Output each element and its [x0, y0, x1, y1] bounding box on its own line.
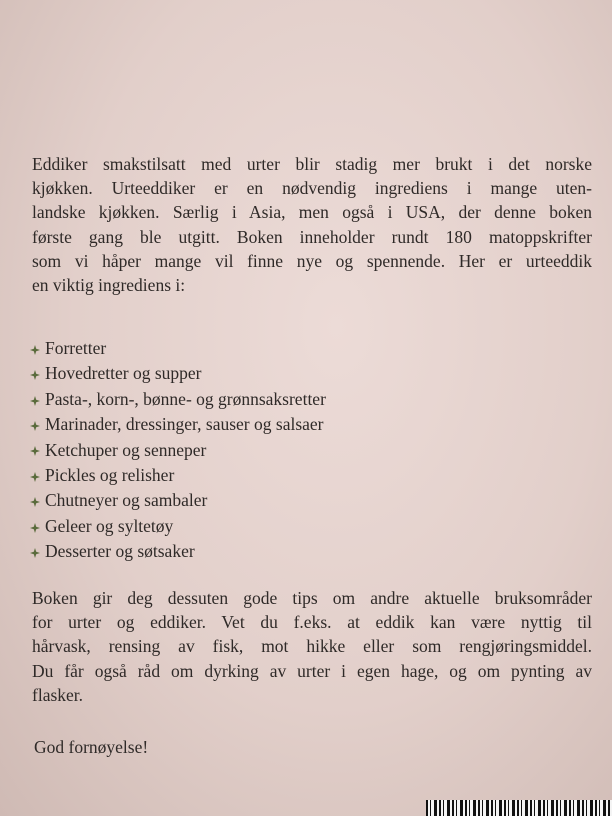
list-item-label: Ketchuper og senneper — [45, 439, 207, 460]
list-item-label: Hovedretter og supper — [45, 363, 202, 384]
intro-line: som vi håper mange vil finne nye og spennende. Her er urteeddik — [32, 250, 592, 271]
outro-line: hårvask, rensing av fisk, mot hikke eller som rengjøringsmiddel. — [32, 636, 592, 657]
intro-line: landske kjøkken. Særlig i Asia, men også i USA, der denne boken — [32, 202, 592, 223]
intro-line: kjøkken. Urteeddiker er en nødvendig ingrediens i mange uten- — [32, 178, 592, 199]
list-item — [30, 412, 326, 437]
leaf-bullet-icon — [30, 548, 40, 558]
list-item-label: Chutneyer og sambaler — [45, 490, 208, 511]
list-item-label: Marinader, dressinger, sauser og salsaer — [45, 414, 324, 435]
list-item-label: Pickles og relisher — [45, 465, 175, 486]
ingredient-usage-list — [30, 336, 326, 565]
list-item — [30, 539, 326, 564]
list-item — [30, 438, 326, 463]
list-item — [30, 463, 326, 488]
leaf-bullet-icon — [30, 396, 40, 406]
closing-greeting: God fornøyelse! — [34, 737, 149, 757]
leaf-bullet-icon — [30, 446, 40, 456]
leaf-bullet-icon — [30, 370, 40, 380]
intro-line: en viktig ingrediens i: — [32, 275, 186, 296]
leaf-bullet-icon — [30, 345, 40, 355]
outro-line: flasker. — [32, 684, 84, 705]
list-item-label: Geleer og syltetøy — [45, 515, 174, 536]
outro-line: Boken gir deg dessuten gode tips om andre aktuelle bruksområder — [32, 588, 592, 608]
intro-line: Eddiker smakstilsatt med urter blir stadig mer brukt i det norske — [32, 154, 592, 174]
leaf-bullet-icon — [30, 523, 40, 533]
list-item — [30, 336, 326, 361]
list-item — [30, 361, 326, 386]
list-item-label: Pasta-, korn-, bønne- og grønnsaksretter — [45, 388, 326, 409]
intro-paragraph — [32, 152, 592, 297]
intro-line: første gang ble utgitt. Boken inneholder rundt 180 matoppskrifter — [32, 226, 592, 247]
outro-paragraph — [32, 586, 592, 707]
list-item — [30, 387, 326, 412]
list-item — [30, 488, 326, 513]
outro-line: Du får også råd om dyrking av urter i egen hage, og om pynting av — [32, 660, 592, 681]
leaf-bullet-icon — [30, 421, 40, 431]
list-item-label: Desserter og søtsaker — [45, 541, 195, 562]
list-item-label: Forretter — [45, 338, 107, 358]
list-item — [30, 514, 326, 539]
outro-line: for urter og eddiker. Vet du f.eks. at eddik kan være nyttig til — [32, 612, 592, 633]
leaf-bullet-icon — [30, 472, 40, 482]
barcode — [426, 800, 612, 816]
leaf-bullet-icon — [30, 497, 40, 507]
